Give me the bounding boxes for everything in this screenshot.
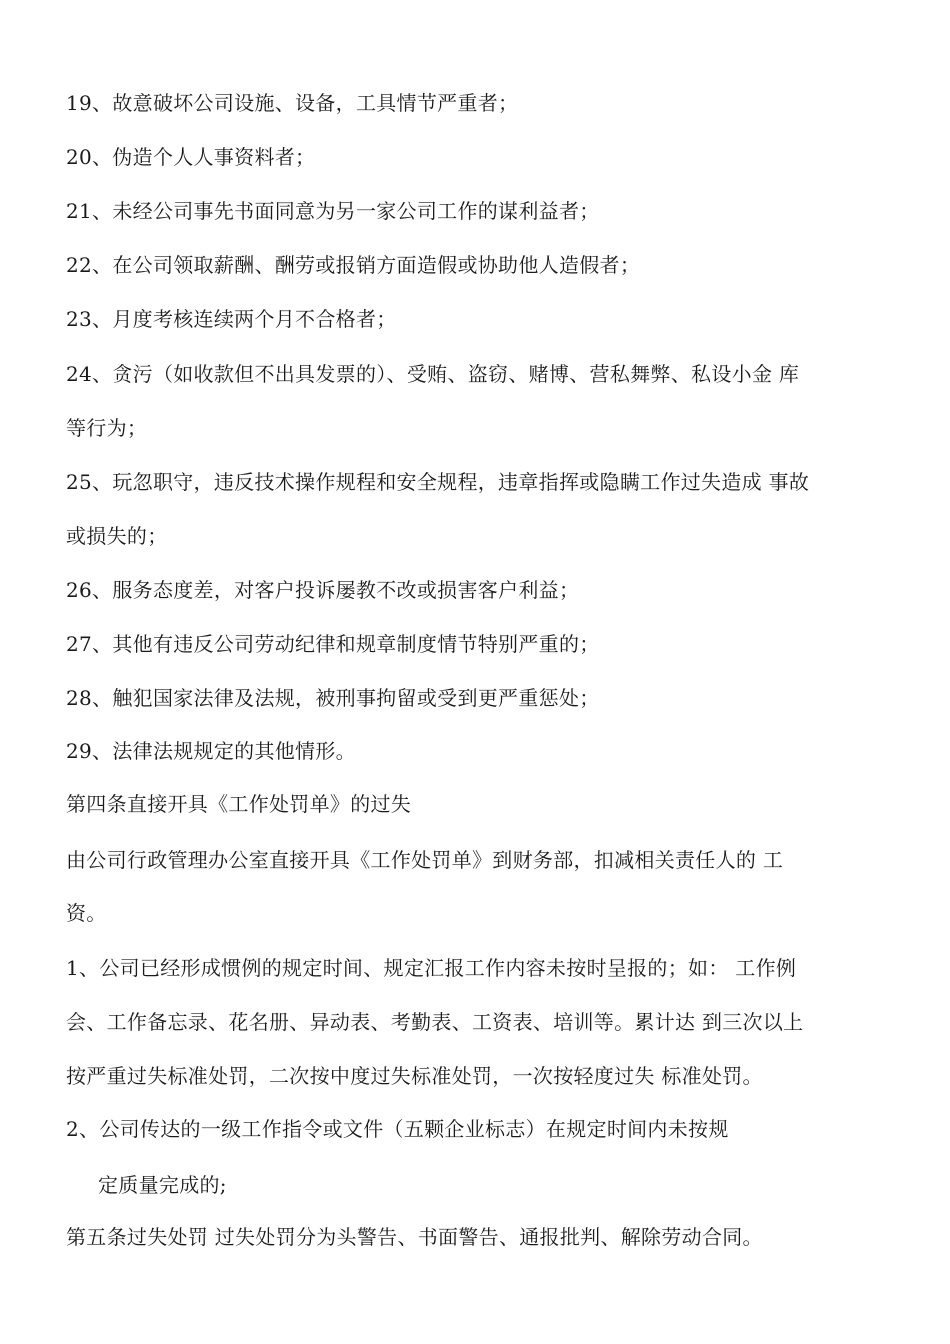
clause-27: 27、其他有违反公司劳动纪律和规章制度情节特别严重的；: [66, 632, 600, 656]
clause-25: 25、玩忽职守，违反技术操作规程和安全规程，违章指挥或隐瞒工作过失造成 事故: [66, 470, 810, 494]
clause-29: 29、法律法规规定的其他情形。: [66, 739, 356, 763]
article-4-intro-cont: 资。: [66, 901, 107, 925]
article-4-item-1-cont2: 按严重过失标准处罚，二次按中度过失标准处罚，一次按轻度过失 标准处罚。: [66, 1064, 763, 1088]
clause-26: 26、服务态度差，对客户投诉屡教不改或损害客户利益；: [66, 578, 580, 602]
clause-24-cont: 等行为；: [66, 416, 148, 440]
clause-21: 21、未经公司事先书面同意为另一家公司工作的谋利益者；: [66, 199, 600, 223]
clause-19: 19、故意破坏公司设施、设备，工具情节严重者；: [66, 91, 519, 115]
clause-23: 23、月度考核连续两个月不合格者；: [66, 307, 397, 331]
clause-20: 20、伪造个人人事资料者；: [66, 145, 316, 169]
article-4-heading: 第四条直接开具《工作处罚单》的过失: [66, 792, 412, 816]
article-5-heading: 第五条过失处罚 过失处罚分为头警告、书面警告、通报批判、解除劳动合同。: [66, 1225, 763, 1249]
article-4-item-2: 2、公司传达的一级工作指令或文件（五颗企业标志）在规定时间内未按规: [66, 1117, 729, 1141]
article-4-intro: 由公司行政管理办公室直接开具《工作处罚单》到财务部，扣减相关责任人的 工: [66, 848, 784, 872]
article-4-item-1: 1、公司已经形成惯例的规定时间、规定汇报工作内容未按时呈报的；如： 工作例: [66, 956, 797, 980]
article-4-item-1-cont: 会、工作备忘录、花名册、异动表、考勤表、工资表、培训等。累计达 到三次以上: [66, 1010, 804, 1034]
clause-24: 24、贪污（如收款但不出具发票的）、受贿、盗窃、赌博、营私舞弊、私设小金 库: [66, 362, 800, 386]
clause-28: 28、触犯国家法律及法规，被刑事拘留或受到更严重惩处；: [66, 686, 600, 710]
clause-22: 22、在公司领取薪酬、酬劳或报销方面造假或协助他人造假者；: [66, 253, 641, 277]
clause-25-cont: 或损失的；: [66, 524, 168, 548]
article-4-item-2-cont: 定质量完成的;: [98, 1173, 227, 1197]
